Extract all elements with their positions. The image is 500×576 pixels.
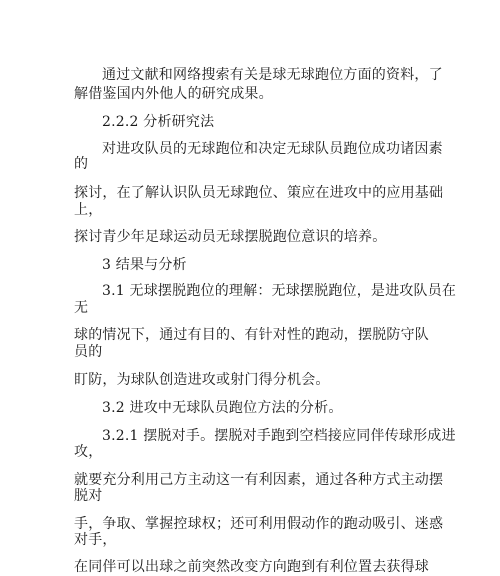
section-heading: 3 结果与分析 [102,257,187,273]
paragraph-line: 就要充分利用己方主动这一有利因素，通过各种方式主动摆 [74,472,444,488]
paragraph-line: 通过文献和网络搜索有关是球无球跑位方面的资料，了 [102,67,443,83]
paragraph-line: 无 [74,300,89,316]
paragraph-line: 对进攻队员的无球跑位和决定无球队员跑位成功诸因素 [102,141,443,157]
paragraph-line: 3.2.1 摆脱对手。摆脱对手跑到空档接应同伴传球形成进 [102,428,456,444]
paragraph-line: 解借鉴国内外他人的研究成果。 [74,86,273,102]
paragraph-line: 手，争取、掌握控球权；还可利用假动作的跑动吸引、迷惑 [74,516,444,532]
paragraph-line: 员的 [74,344,103,360]
paragraph-line: 的 [74,156,89,172]
paragraph-line: 探讨，在了解认识队员无球跑位、策应在进攻中的应用基础 [74,185,444,201]
paragraph-line: 对手， [74,532,117,548]
section-heading: 3.2 进攻中无球队员跑位方法的分析。 [102,400,343,416]
paragraph-line: 脱对 [74,488,103,504]
paragraph-line: 在同伴可以出球之前突然改变方向跑到有利位置去获得球 [74,559,429,575]
section-heading: 2.2.2 分析研究法 [102,114,215,130]
paragraph-line: 攻， [74,444,103,460]
paragraph-line: 盯防，为球队创造进攻或射门得分机会。 [74,372,330,388]
paragraph-line: 上， [74,202,103,218]
paragraph-line: 探讨青少年足球运动员无球摆脱跑位意识的培养。 [74,229,387,245]
paragraph-line: 球的情况下，通过有目的、有针对性的跑动，摆脱防守队 [74,327,429,343]
paragraph-line: 3.1 无球摆脱跑位的理解：无球摆脱跑位，是进攻队员在 [102,283,457,299]
